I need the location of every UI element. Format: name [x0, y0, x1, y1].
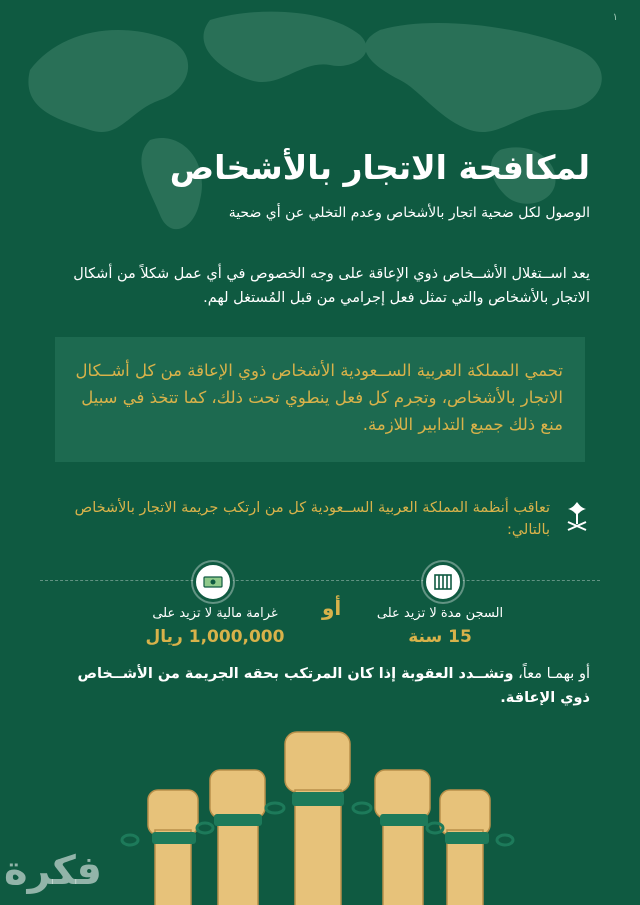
- aggravated-bold: وتشــدد العقوبة إذا كان المرتكب بحقه الجريمة من الأشــخاص ذوي الإعاقة.: [77, 666, 590, 706]
- prison-label: السجن مدة لا تزيد على: [376, 606, 504, 621]
- aggravated-penalty-text: [45, 662, 590, 710]
- watermark: فكرة: [4, 848, 102, 894]
- page-subtitle: الوصول لكل ضحية اتجار بالأشخاص وعدم التخلي عن أي ضحية: [228, 205, 590, 221]
- world-map-background: [0, 0, 640, 260]
- divider: [40, 580, 600, 581]
- aggravated-prefix: أو بهمـا معاً،: [513, 666, 590, 682]
- highlight-text: تحمي المملكة العربية الســعودية الأشخاص ذوي الإعاقة من كل أشــكال الاتجار بالأشخاص، وتجرم كل فعل ينطوي تحت ذلك، كما تتخذ في سبيل منع ذلك جميع التدابير اللازمة.: [75, 361, 563, 434]
- highlight-box: [55, 337, 585, 462]
- banknote-icon: [203, 572, 223, 592]
- page-title: لمكافحة الاتجار بالأشخاص: [169, 148, 590, 187]
- intro-paragraph: يعد اســتغلال الأشــخاص ذوي الإعاقة على وجه الخصوص في أي عمل شكلاً من أشكال الاتجار بالأشخاص والتي تمثل فعل إجرامي من قبل المُستغل لهم.: [73, 266, 590, 306]
- fine-badge: [193, 562, 233, 602]
- or-connector: أو: [322, 596, 342, 620]
- fine-value: 1,000,000 ريال: [145, 627, 285, 647]
- saudi-emblem-icon: [564, 500, 590, 536]
- prison-badge: [423, 562, 463, 602]
- prison-bars-icon: [433, 572, 453, 592]
- page-number: ١: [612, 12, 618, 23]
- penalty-intro: تعاقب أنظمة المملكة العربية الســعودية كل من ارتكب جريمة الاتجار بالأشخاص بالتالي:: [74, 500, 550, 538]
- fine-label: غرامة مالية لا تزيد على: [152, 606, 278, 621]
- prison-value: 15 سنة: [408, 627, 472, 647]
